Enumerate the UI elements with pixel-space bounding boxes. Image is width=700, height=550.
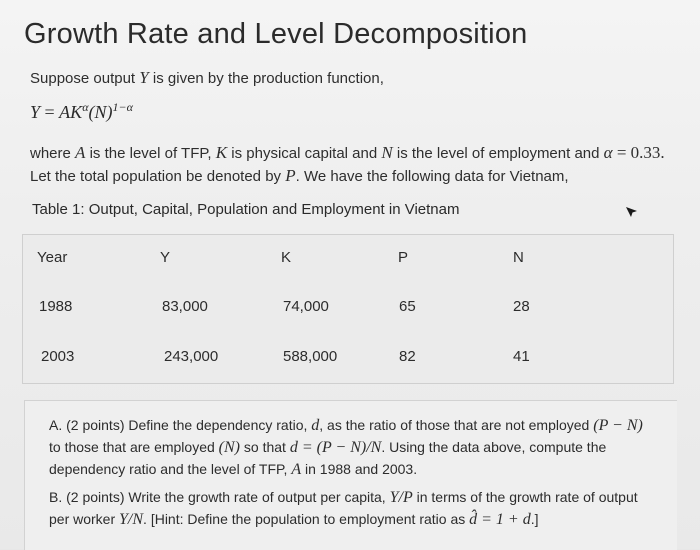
question-b-line-2 bbox=[49, 511, 539, 529]
question-text: . [Hint: Define the population to employment ratio as bbox=[143, 511, 470, 527]
table-cell: 41 bbox=[513, 348, 530, 365]
question-a-line-3 bbox=[49, 461, 417, 479]
table-cell: 83,000 bbox=[162, 298, 208, 315]
var-d: d bbox=[311, 417, 320, 434]
intro-text: is physical capital and bbox=[227, 145, 382, 162]
questions-block bbox=[24, 400, 677, 550]
intro-text: Let the total population be denoted by bbox=[30, 168, 286, 185]
question-text: dependency ratio and the level of TFP, bbox=[49, 461, 292, 477]
table-cell: 243,000 bbox=[164, 348, 219, 365]
table-header-p: P bbox=[398, 249, 409, 266]
table-cell: 65 bbox=[399, 298, 416, 315]
question-text: to those that are employed bbox=[49, 439, 219, 455]
intro-text: Suppose output bbox=[30, 70, 140, 87]
intro-text: is the level of employment and bbox=[392, 145, 604, 162]
table-caption: Table 1: Output, Capital, Population and Employment in Vietnam bbox=[32, 201, 460, 218]
table-cell: 74,000 bbox=[283, 298, 329, 315]
question-b-line-1 bbox=[49, 489, 638, 507]
table-cell: 28 bbox=[513, 298, 530, 315]
eq-lhs: Y bbox=[30, 102, 41, 122]
var-alpha: α bbox=[603, 143, 613, 162]
math-dependency-ratio: d = (P − N)/N bbox=[289, 439, 382, 456]
var-a: A bbox=[291, 461, 302, 478]
table-header-k: K bbox=[281, 249, 292, 266]
table-cell: 588,000 bbox=[283, 348, 338, 365]
table-header-year: Year bbox=[37, 249, 68, 266]
math-y-over-p: Y/P bbox=[389, 489, 413, 506]
var-k: K bbox=[215, 143, 228, 162]
intro-line-1 bbox=[30, 68, 384, 88]
eq-exponent-one-minus-alpha: 1−α bbox=[112, 100, 133, 114]
question-a-line-2 bbox=[49, 439, 606, 457]
production-function-equation bbox=[30, 100, 133, 123]
table-cell: 2003 bbox=[41, 348, 75, 365]
mouse-pointer-icon bbox=[625, 205, 639, 219]
question-text: . Using the data above, compute the bbox=[381, 439, 607, 455]
table-cell: 82 bbox=[399, 348, 416, 365]
var-y: Y bbox=[139, 68, 149, 87]
question-text: B. (2 points) Write the growth rate of output per capita, bbox=[49, 489, 390, 505]
math-n: (N) bbox=[218, 439, 240, 456]
intro-line-3 bbox=[30, 166, 569, 186]
math-d-hat: d̂ = 1 + d bbox=[469, 511, 531, 528]
question-a-line-1 bbox=[49, 417, 643, 435]
question-text: A. (2 points) Define the dependency ratio, bbox=[49, 417, 312, 433]
intro-text: . We have the following data for Vietnam, bbox=[295, 168, 569, 185]
var-a: A bbox=[75, 143, 86, 162]
table-cell: 1988 bbox=[39, 298, 73, 315]
math-y-over-n: Y/N bbox=[119, 511, 144, 528]
var-p: P bbox=[285, 166, 296, 185]
intro-text: where bbox=[30, 145, 76, 162]
var-n: N bbox=[381, 143, 393, 162]
intro-text: is the level of TFP, bbox=[85, 145, 216, 162]
question-text: per worker bbox=[49, 511, 120, 527]
table-header-y: Y bbox=[160, 249, 171, 266]
intro-text: is given by the production function, bbox=[148, 70, 384, 87]
page-title: Growth Rate and Level Decomposition bbox=[24, 18, 528, 50]
alpha-value: = 0.33. bbox=[612, 143, 665, 162]
eq-base: AK bbox=[59, 102, 83, 122]
question-text: so that bbox=[240, 439, 290, 455]
table-header-n: N bbox=[513, 249, 524, 266]
intro-line-2 bbox=[30, 143, 665, 163]
eq-exponent-alpha: α bbox=[82, 100, 89, 114]
eq-labor: (N) bbox=[88, 102, 113, 122]
data-table bbox=[22, 234, 674, 384]
question-text: , as the ratio of those that are not employed bbox=[319, 417, 594, 433]
question-text: in 1988 and 2003. bbox=[301, 461, 418, 477]
eq-equals: = bbox=[40, 102, 60, 122]
question-text: .] bbox=[530, 511, 539, 527]
math-p-minus-n: (P − N) bbox=[593, 417, 643, 434]
question-text: in terms of the growth rate of output bbox=[412, 489, 638, 505]
